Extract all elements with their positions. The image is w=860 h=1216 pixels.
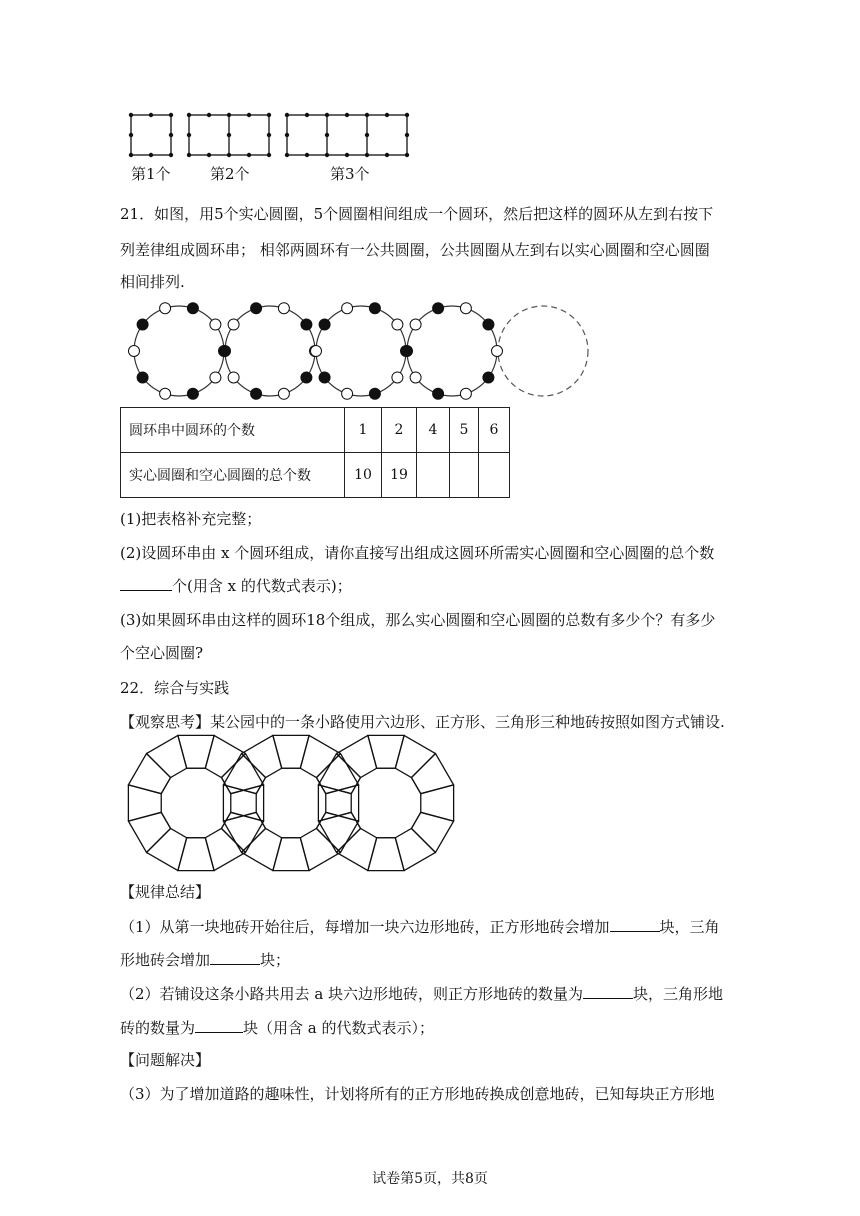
solid-circle — [187, 303, 198, 314]
solid-circle — [369, 388, 380, 399]
square-tile — [318, 754, 360, 794]
triangle-tile — [404, 735, 435, 753]
triangle-tile — [242, 735, 273, 753]
dot-mark — [169, 113, 173, 117]
solid-circle — [301, 319, 312, 330]
q21-part1: (1)把表格补充完整； — [120, 510, 262, 528]
square-tile — [318, 812, 360, 852]
dot-mark — [325, 113, 329, 117]
dot-mark — [149, 113, 153, 117]
square-tile — [273, 838, 309, 871]
solid-circle — [402, 346, 413, 357]
dot-mark — [187, 153, 191, 157]
dot-mark — [267, 133, 271, 137]
dot-mark — [247, 153, 251, 157]
square-tile — [178, 838, 214, 871]
square-tile — [316, 754, 358, 794]
figure-caption-1: 第1个 — [131, 165, 171, 183]
answer-blank[interactable] — [210, 950, 260, 965]
hollow-circle — [410, 319, 421, 330]
triangle-tile — [309, 735, 340, 753]
hexagon-tile — [351, 768, 421, 838]
dot-mark — [207, 113, 211, 117]
q22-rule2-text: （2）若铺设这条小路共用去 a 块六边形地砖，则正方形地砖的数量为 — [120, 985, 584, 1003]
hollow-circle — [210, 372, 221, 383]
dot-mark — [227, 133, 231, 137]
triangle-tile — [214, 735, 245, 753]
solid-circle — [137, 319, 148, 330]
solid-circle — [433, 303, 444, 314]
table-cell: 10 — [345, 453, 382, 498]
hollow-circle — [278, 388, 289, 399]
q22-rule2-text: 块，三角形地 — [633, 985, 724, 1003]
ring-outline — [316, 306, 406, 396]
table-row — [121, 408, 510, 453]
square-tile — [411, 754, 453, 794]
ring-table — [120, 407, 510, 498]
hexagon-tile — [256, 768, 326, 838]
q22-title: 22．综合与实践 — [120, 679, 230, 697]
ring-outline — [225, 306, 315, 396]
square-tile — [411, 812, 453, 852]
triangle-tile — [337, 735, 368, 753]
table-cell: 5 — [450, 408, 479, 453]
answer-blank[interactable] — [610, 917, 660, 932]
hollow-circle — [228, 319, 239, 330]
triangle-tile — [147, 735, 178, 753]
ring-chain-figure — [125, 295, 600, 405]
hollow-circle — [460, 303, 471, 314]
hexagon-tile — [161, 768, 231, 838]
q22-rule2-text: 砖的数量为 — [120, 1019, 196, 1037]
dot-mark — [247, 113, 251, 117]
table-cell — [479, 453, 510, 498]
square-tile — [178, 735, 214, 768]
table-header-cell: 实心圆圈和空心圆圈的总个数 — [121, 453, 345, 498]
q21-part2-line1: (2)设圆环串由 x 个圆环组成，请你直接写出组成这圆环所需实心圆圈和空心圆圈的总个数 — [120, 544, 715, 562]
q22-rule1-line1 — [120, 917, 720, 937]
hollow-circle — [342, 388, 353, 399]
q22-rule3: （3）为了增加道路的趣味性，计划将所有的正方形地砖换成创意地砖，已知每块正方形地 — [120, 1085, 715, 1103]
solid-circle — [369, 303, 380, 314]
solid-circle — [301, 372, 312, 383]
solid-circle — [137, 372, 148, 383]
triangle-tile — [404, 852, 435, 870]
solid-circle — [220, 346, 231, 357]
square-tile — [221, 812, 263, 852]
hollow-circle — [392, 372, 403, 383]
table-cell: 4 — [417, 408, 450, 453]
dot-mark — [187, 113, 191, 117]
table-cell: 1 — [345, 408, 382, 453]
q21-part3-line2: 个空心圆圈? — [120, 644, 204, 662]
q21-part2-text: 个(用含 x 的代数式表示)； — [172, 577, 352, 595]
page-footer: 试卷第5页，共8页 — [372, 1171, 488, 1187]
ring-outline — [407, 306, 497, 396]
dot-mark — [207, 153, 211, 157]
answer-blank[interactable] — [583, 984, 633, 999]
hollow-circle — [160, 388, 171, 399]
dot-mark — [267, 113, 271, 117]
hollow-circle — [129, 346, 140, 357]
square-tile — [368, 735, 404, 768]
table-cell: 2 — [382, 408, 417, 453]
hollow-circle — [278, 303, 289, 314]
solid-circle — [483, 319, 494, 330]
table-row — [121, 453, 510, 498]
dot-mark — [345, 153, 349, 157]
hollow-circle — [460, 388, 471, 399]
solid-circle — [319, 372, 330, 383]
q22-rule1-line2 — [120, 950, 290, 970]
q22-rule2-line1 — [120, 984, 723, 1004]
dot-mark — [325, 133, 329, 137]
triangle-tile — [147, 852, 178, 870]
solid-circle — [187, 388, 198, 399]
q22-rule1-text: （1）从第一块地砖开始往后，每增加一块六边形地砖，正方形地砖会增加 — [120, 918, 610, 936]
square-tile — [316, 812, 358, 852]
solid-circle — [483, 372, 494, 383]
q21-line2: 列差律组成圆环串； 相邻两圆环有一公共圆圈，公共圆圈从左到右以实心圆圈和空心圆圈 — [120, 241, 710, 259]
dot-mark — [385, 113, 389, 117]
dot-mark — [385, 153, 389, 157]
dot-mark — [129, 153, 133, 157]
hollow-circle — [342, 303, 353, 314]
dashed-ring — [498, 306, 588, 396]
q22-rule1-text: 形地砖会增加 — [120, 951, 211, 969]
dot-mark — [285, 153, 289, 157]
ring-outline — [134, 306, 224, 396]
dot-mark — [305, 113, 309, 117]
hollow-circle — [311, 346, 322, 357]
hollow-circle — [160, 303, 171, 314]
solve-heading: 【问题解决】 — [120, 1051, 211, 1069]
q21-line3: 相间排列. — [120, 273, 185, 291]
dot-mark — [169, 153, 173, 157]
triangle-tile — [242, 852, 273, 870]
dot-mark — [405, 153, 409, 157]
q21-line1: 21．如图，用5个实心圆圈，5个圆圈相间组成一个圆环，然后把这样的圆环从左到右按下 — [120, 205, 714, 223]
hollow-circle — [210, 319, 221, 330]
solid-circle — [251, 388, 262, 399]
table-cell — [450, 453, 479, 498]
dot-mark — [305, 153, 309, 157]
dotted-squares-figure — [120, 105, 430, 165]
dot-mark — [149, 153, 153, 157]
dot-mark — [187, 133, 191, 137]
dot-mark — [169, 133, 173, 137]
square-tile — [128, 754, 170, 794]
triangle-tile — [214, 852, 245, 870]
q22-rule1-text: 块； — [260, 951, 291, 969]
dot-mark — [345, 113, 349, 117]
dot-mark — [129, 133, 133, 137]
dot-mark — [267, 153, 271, 157]
figure-caption-3: 第3个 — [330, 165, 370, 183]
solid-circle — [433, 388, 444, 399]
dot-mark — [365, 113, 369, 117]
dot-mark — [325, 153, 329, 157]
dot-mark — [227, 153, 231, 157]
q22-observe: 【观察思考】某公园中的一条小路使用六边形、正方形、三角形三种地砖按照如图方式铺设. — [120, 713, 725, 731]
table-cell — [417, 453, 450, 498]
square-tile — [223, 812, 265, 852]
table-header-cell: 圆环串中圆环的个数 — [121, 408, 345, 453]
table-cell: 6 — [479, 408, 510, 453]
dot-mark — [227, 113, 231, 117]
hollow-circle — [228, 372, 239, 383]
dot-mark — [365, 133, 369, 137]
dot-mark — [405, 133, 409, 137]
q21-part2-line2 — [120, 576, 352, 596]
dot-mark — [285, 133, 289, 137]
solid-circle — [251, 303, 262, 314]
rule-heading: 【规律总结】 — [120, 883, 211, 901]
square-tile — [368, 838, 404, 871]
square-tile — [273, 735, 309, 768]
square-tile — [128, 812, 170, 852]
solid-circle — [319, 319, 330, 330]
answer-blank[interactable] — [195, 1018, 243, 1033]
hollow-circle — [492, 346, 503, 357]
triangle-tile — [337, 852, 368, 870]
q21-part3-line1: (3)如果圆环串由这样的圆环18个组成，那么实心圆圈和空心圆圈的总数有多少个？有多少 — [120, 611, 716, 629]
tile-path-figure — [125, 733, 455, 878]
square-tile — [221, 754, 263, 794]
q22-rule1-text: 块，三角 — [659, 918, 720, 936]
triangle-tile — [309, 852, 340, 870]
q22-rule2-text: 块（用含 a 的代数式表示）； — [243, 1019, 434, 1037]
dot-mark — [405, 113, 409, 117]
table-cell: 19 — [382, 453, 417, 498]
q22-rule2-line2 — [120, 1018, 434, 1038]
dot-mark — [129, 113, 133, 117]
figure-caption-2: 第2个 — [210, 165, 250, 183]
answer-blank[interactable] — [120, 576, 172, 591]
hollow-circle — [392, 319, 403, 330]
dot-mark — [285, 113, 289, 117]
square-tile — [223, 754, 265, 794]
dot-mark — [365, 153, 369, 157]
hollow-circle — [410, 372, 421, 383]
